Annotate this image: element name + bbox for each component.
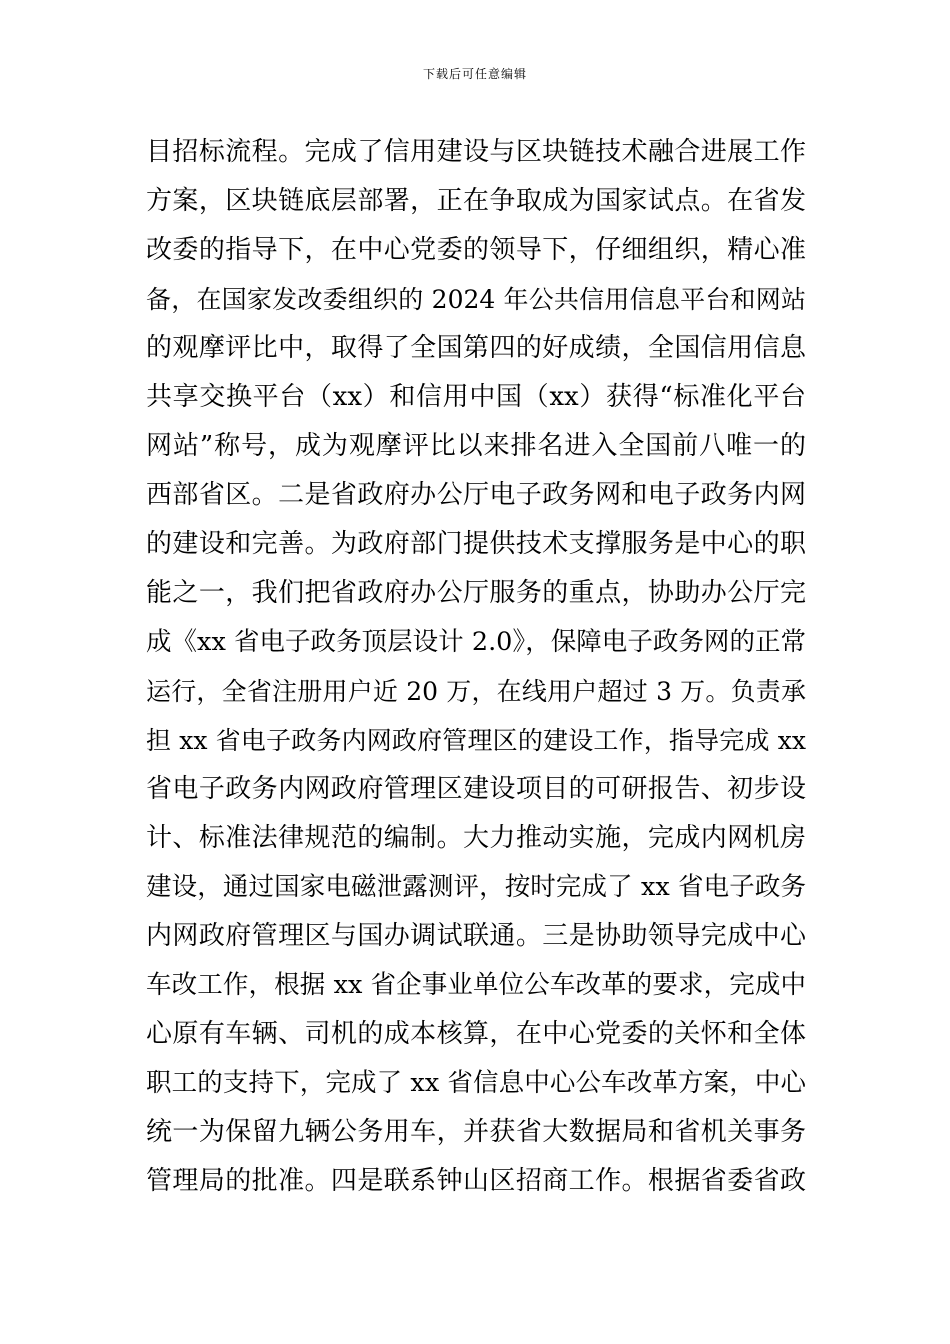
body-line: 备，在国家发改委组织的 2024 年公共信用信息平台和网站 [146, 285, 806, 314]
body-line: 方案，区块链底层部署，正在争取成为国家试点。在省发 [146, 186, 806, 216]
page-header-note: 下载后可任意编辑 [422, 67, 527, 81]
body-line: 目招标流程。完成了信用建设与区块链技术融合进展工作 [146, 137, 806, 167]
body-line: 的建设和完善。为政府部门提供技术支撑服务是中心的职 [146, 529, 806, 559]
body-line: 的观摩评比中，取得了全国第四的好成绩，全国信用信息 [146, 333, 806, 363]
body-line: 成《xx 省电子政务顶层设计 2.0》，保障电子政务网的正常 [146, 627, 806, 657]
body-line: 职工的支持下，完成了 xx 省信息中心公车改革方案，中心 [146, 1068, 806, 1098]
body-line: 管理局的批准。四是联系钟山区招商工作。根据省委省政 [146, 1166, 806, 1196]
body-line: 内网政府管理区与国办调试联通。三是协助领导完成中心 [146, 921, 806, 951]
body-line: 共享交换平台（xx）和信用中国（xx）获得“标准化平台 [146, 382, 806, 412]
body-line: 运行，全省注册用户近 20 万，在线用户超过 3 万。负责承 [146, 677, 806, 706]
body-line: 计、标准法律规范的编制。大力推动实施，完成内网机房 [146, 823, 806, 853]
document-body [146, 128, 806, 1206]
body-line: 改委的指导下，在中心党委的领导下，仔细组织，精心准 [146, 235, 806, 265]
body-line: 西部省区。二是省政府办公厅电子政务网和电子政务内网 [146, 480, 806, 510]
body-line: 建设，通过国家电磁泄露测评，按时完成了 xx 省电子政务 [146, 872, 806, 902]
body-line: 能之一，我们把省政府办公厅服务的重点，协助办公厅完 [146, 578, 806, 608]
body-line: 网站”称号，成为观摩评比以来排名进入全国前八唯一的 [146, 431, 806, 461]
body-line: 心原有车辆、司机的成本核算，在中心党委的关怀和全体 [146, 1019, 806, 1049]
body-line: 统一为保留九辆公务用车，并获省大数据局和省机关事务 [146, 1117, 806, 1147]
body-line: 省电子政务内网政府管理区建设项目的可研报告、初步设 [146, 774, 806, 804]
body-line: 车改工作，根据 xx 省企事业单位公车改革的要求，完成中 [146, 970, 806, 1000]
body-line: 担 xx 省电子政务内网政府管理区的建设工作，指导完成 xx [146, 726, 806, 755]
